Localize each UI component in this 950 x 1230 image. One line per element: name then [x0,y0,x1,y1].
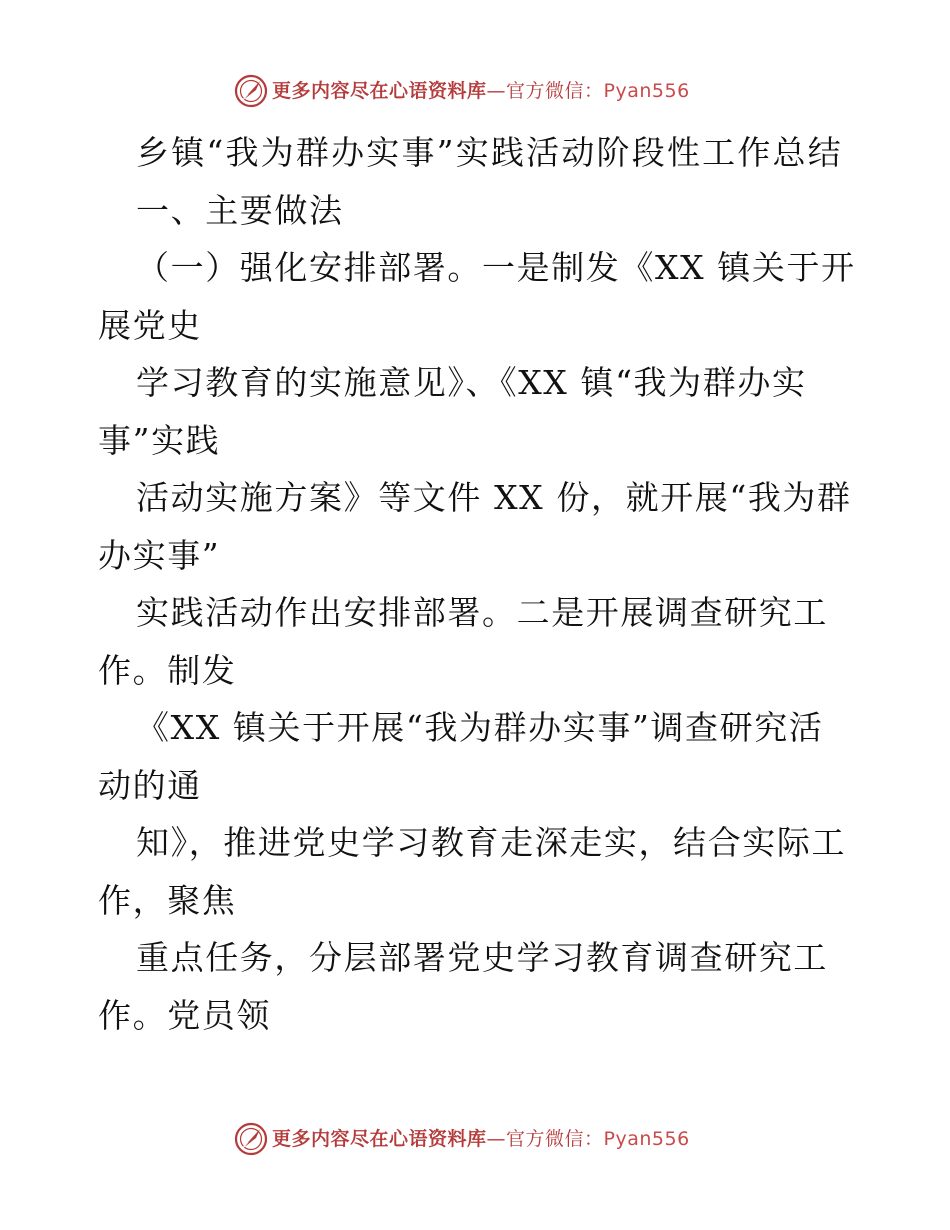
paragraph-line: 作。党员领 [98,995,271,1035]
banner-dash: — [486,1128,507,1150]
footer-banner [0,1120,950,1160]
paragraph-line: 事”实践 [98,420,221,460]
banner-wechat-id: Pyan556 [603,80,690,102]
paragraph-line: 办实事” [98,535,221,575]
banner-wechat-label: 官方微信： [506,80,604,102]
banner-site-name: 更多内容尽在心语资料库 [272,80,487,102]
header-banner [0,72,950,112]
banner-wechat-label: 官方微信： [506,1128,604,1150]
quill-logo-icon [234,74,268,108]
paragraph-line: 作。制发 [98,650,237,690]
paragraph-line: 作，聚焦 [98,880,237,920]
banner-wechat-id: Pyan556 [603,1128,690,1150]
paragraph-line: 重点任务，分层部署党史学习教育调查研究工 [136,938,828,977]
section-heading: 一、主要做法 [136,190,344,230]
paragraph-line: 活动实施方案》等文件 XX 份，就开展“我为群 [136,478,852,517]
banner-site-name: 更多内容尽在心语资料库 [272,1128,487,1150]
paragraph-line: 实践活动作出安排部署。二是开展调查研究工 [136,593,828,632]
document-body [98,124,858,1044]
paragraph-line: 展党史 [98,305,202,345]
document-title: 乡镇“我为群办实事”实践活动阶段性工作总结 [136,133,843,172]
quill-logo-icon [234,1122,268,1156]
paragraph-line: 动的通 [98,765,202,805]
paragraph-line: 学习教育的实施意见》、《XX 镇“我为群办实 [136,363,807,402]
banner-dash: — [486,80,507,102]
paragraph-line: （一）强化安排部署。一是制发《XX 镇关于开 [136,248,856,287]
paragraph-line: 知》，推进党史学习教育走深走实，结合实际工 [136,823,847,862]
paragraph-line: 《XX 镇关于开展“我为群办实事”调查研究活 [136,708,824,747]
